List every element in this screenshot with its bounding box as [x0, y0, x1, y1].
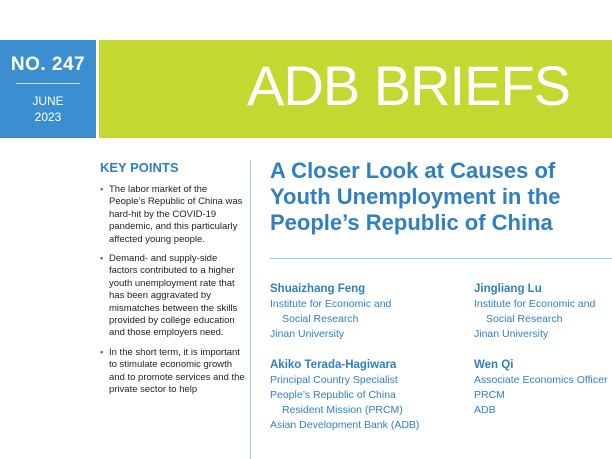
- author-affiliation: People’s Republic of China: [270, 389, 396, 401]
- author-affiliation: Jinan University: [270, 328, 345, 340]
- author-affiliation: Social Research: [282, 313, 359, 325]
- issue-divider: [16, 83, 80, 84]
- author-affiliation: PRCM: [474, 389, 505, 401]
- author-block: [270, 357, 419, 433]
- author-affiliation: ADB: [474, 404, 496, 416]
- bullet-icon: •: [100, 346, 104, 358]
- author-affiliation: Asian Development Bank (ADB): [270, 419, 420, 431]
- author-block: [270, 281, 391, 342]
- column-divider: [250, 160, 251, 459]
- key-point-item: [100, 184, 245, 246]
- author-affiliation: Resident Mission (PRCM): [282, 404, 403, 416]
- key-point-text: The labor market of the People’s Republic of China was hard-hit by the COVID-19 pandemic, and this particularly affected young people.: [109, 184, 243, 245]
- key-point-text: In the short term, it is important to stimulate economic growth and to promote services and the private sector to help: [109, 346, 245, 396]
- series-title: ADB BRIEFS: [247, 54, 570, 117]
- author-affiliation: Principal Country Specialist: [270, 374, 398, 386]
- key-points-heading: KEY POINTS: [100, 160, 179, 175]
- author-name: Wen Qi: [474, 359, 514, 371]
- issue-year: 2023: [34, 110, 62, 124]
- key-point-text: Demand- and supply-side factors contributed to a higher youth unemployment rate that has been aggravated by mismatches between the skills provided by college education and those employers need.: [109, 253, 238, 339]
- key-point-item: [100, 253, 245, 340]
- title-divider: [270, 258, 612, 259]
- author-name: Shuaizhang Feng: [270, 283, 366, 295]
- author-affiliation: Social Research: [486, 313, 563, 325]
- author-affiliation: Associate Economics Officer: [474, 374, 608, 386]
- author-affiliation: Institute for Economic and: [474, 298, 596, 310]
- top-margin: [0, 0, 612, 40]
- issue-box: [0, 40, 96, 138]
- key-points-list: [100, 184, 245, 404]
- author-name: Akiko Terada-Hagiwara: [270, 359, 397, 371]
- author-block: [474, 281, 595, 342]
- author-affiliation: Jinan University: [474, 328, 549, 340]
- author-affiliation: Institute for Economic and: [270, 298, 392, 310]
- author-block: [474, 357, 607, 418]
- series-banner: [99, 40, 612, 138]
- author-name: Jingliang Lu: [474, 283, 542, 295]
- brief-title: A Closer Look at Causes of Youth Unemployment in the People’s Republic of China: [270, 158, 561, 235]
- issue-month: JUNE: [32, 94, 64, 108]
- key-point-item: [100, 347, 245, 397]
- bullet-icon: •: [100, 184, 104, 195]
- bullet-icon: •: [100, 253, 104, 265]
- issue-number: NO. 247: [10, 54, 86, 75]
